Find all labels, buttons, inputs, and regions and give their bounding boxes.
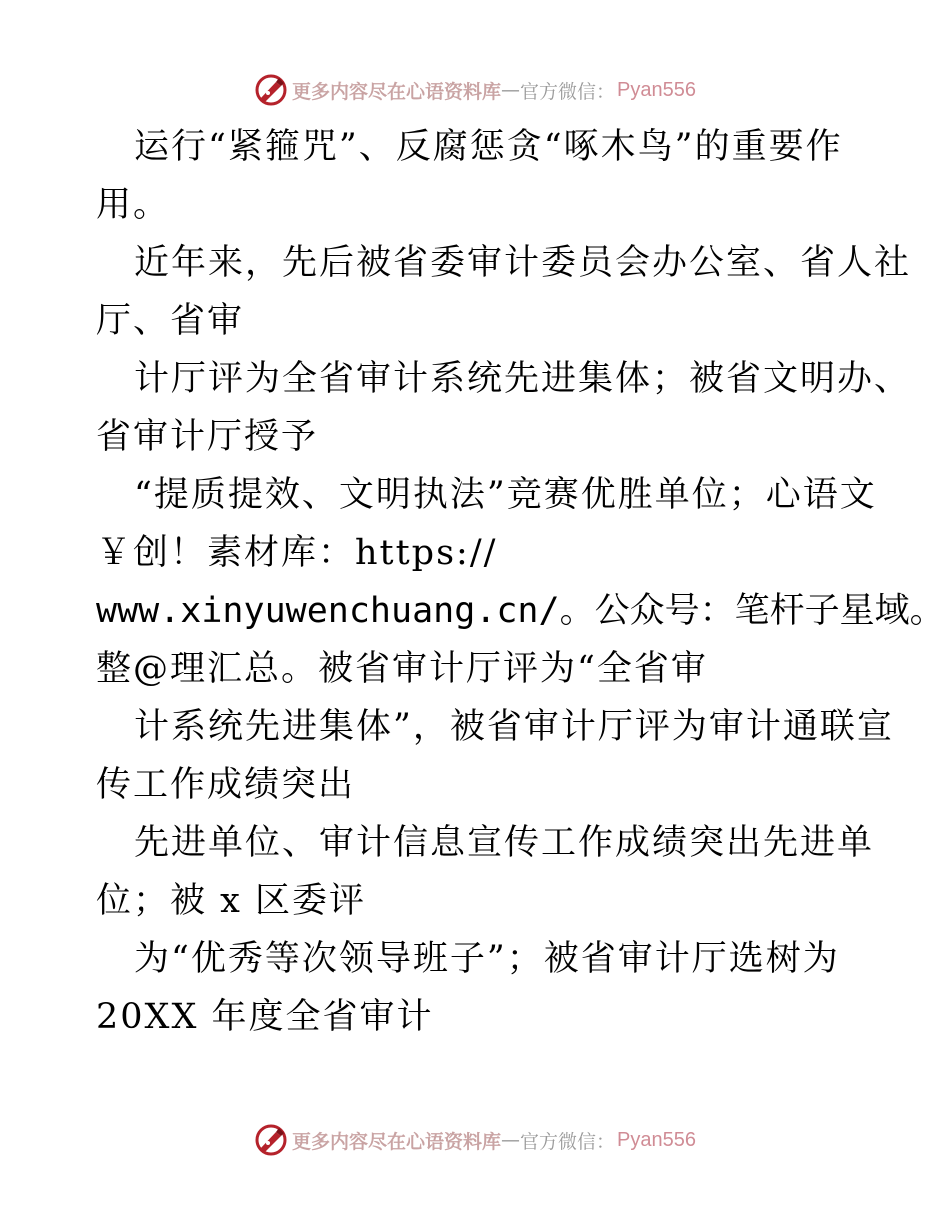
pen-nib-logo-icon [254, 73, 288, 107]
body-line: “提质提效、文明执法”竞赛优胜单位；心语文 [134, 475, 877, 515]
body-line: 运行“紧箍咒”、反腐惩贪“啄木鸟”的重要作 [134, 127, 843, 167]
body-line: 厅、省审 [96, 301, 245, 341]
body-line: 计厅评为全省审计系统先进集体；被省文明办、 [134, 359, 912, 399]
document-body [96, 118, 945, 1046]
header-banner-text: 更多内容尽在心语资料库 [292, 80, 502, 103]
body-line: 传工作成绩突出 [96, 765, 356, 805]
header-banner-wechat-id: Pyan556 [617, 78, 696, 101]
footer-banner[interactable] [0, 1120, 950, 1160]
body-line: 近年来，先后被省委审计委员会办公室、省人社 [134, 243, 912, 283]
footer-banner-dash: — [501, 1129, 521, 1151]
body-line: 整@理汇总。被省审计厅评为“全省审 [96, 649, 708, 689]
body-line-url: www.xinyuwenchuang.cn/。公众号：笔杆子星域。 [96, 591, 945, 631]
body-line: 20XX 年度全省审计 [96, 997, 434, 1037]
header-banner-dash: — [501, 79, 521, 101]
footer-banner-wechat-id: Pyan556 [617, 1128, 696, 1151]
body-line: 先进单位、审计信息宣传工作成绩突出先进单 [134, 823, 875, 863]
body-line: ￥创！素材库：https:// [96, 533, 498, 573]
header-banner-wechat-label: 官方微信： [520, 80, 616, 103]
body-line: 省审计厅授予 [96, 417, 319, 457]
footer-banner-text: 更多内容尽在心语资料库 [292, 1130, 502, 1153]
body-line: 为“优秀等次领导班子”；被省审计厅选树为 [134, 939, 840, 979]
header-banner[interactable] [0, 70, 950, 110]
body-line: 计系统先进集体”，被省审计厅评为审计通联宣 [134, 707, 894, 747]
footer-banner-wechat-label: 官方微信： [520, 1130, 616, 1153]
body-line: 位；被 x 区委评 [96, 881, 366, 921]
body-line: 用。 [96, 185, 171, 225]
pen-nib-logo-icon [254, 1123, 288, 1157]
